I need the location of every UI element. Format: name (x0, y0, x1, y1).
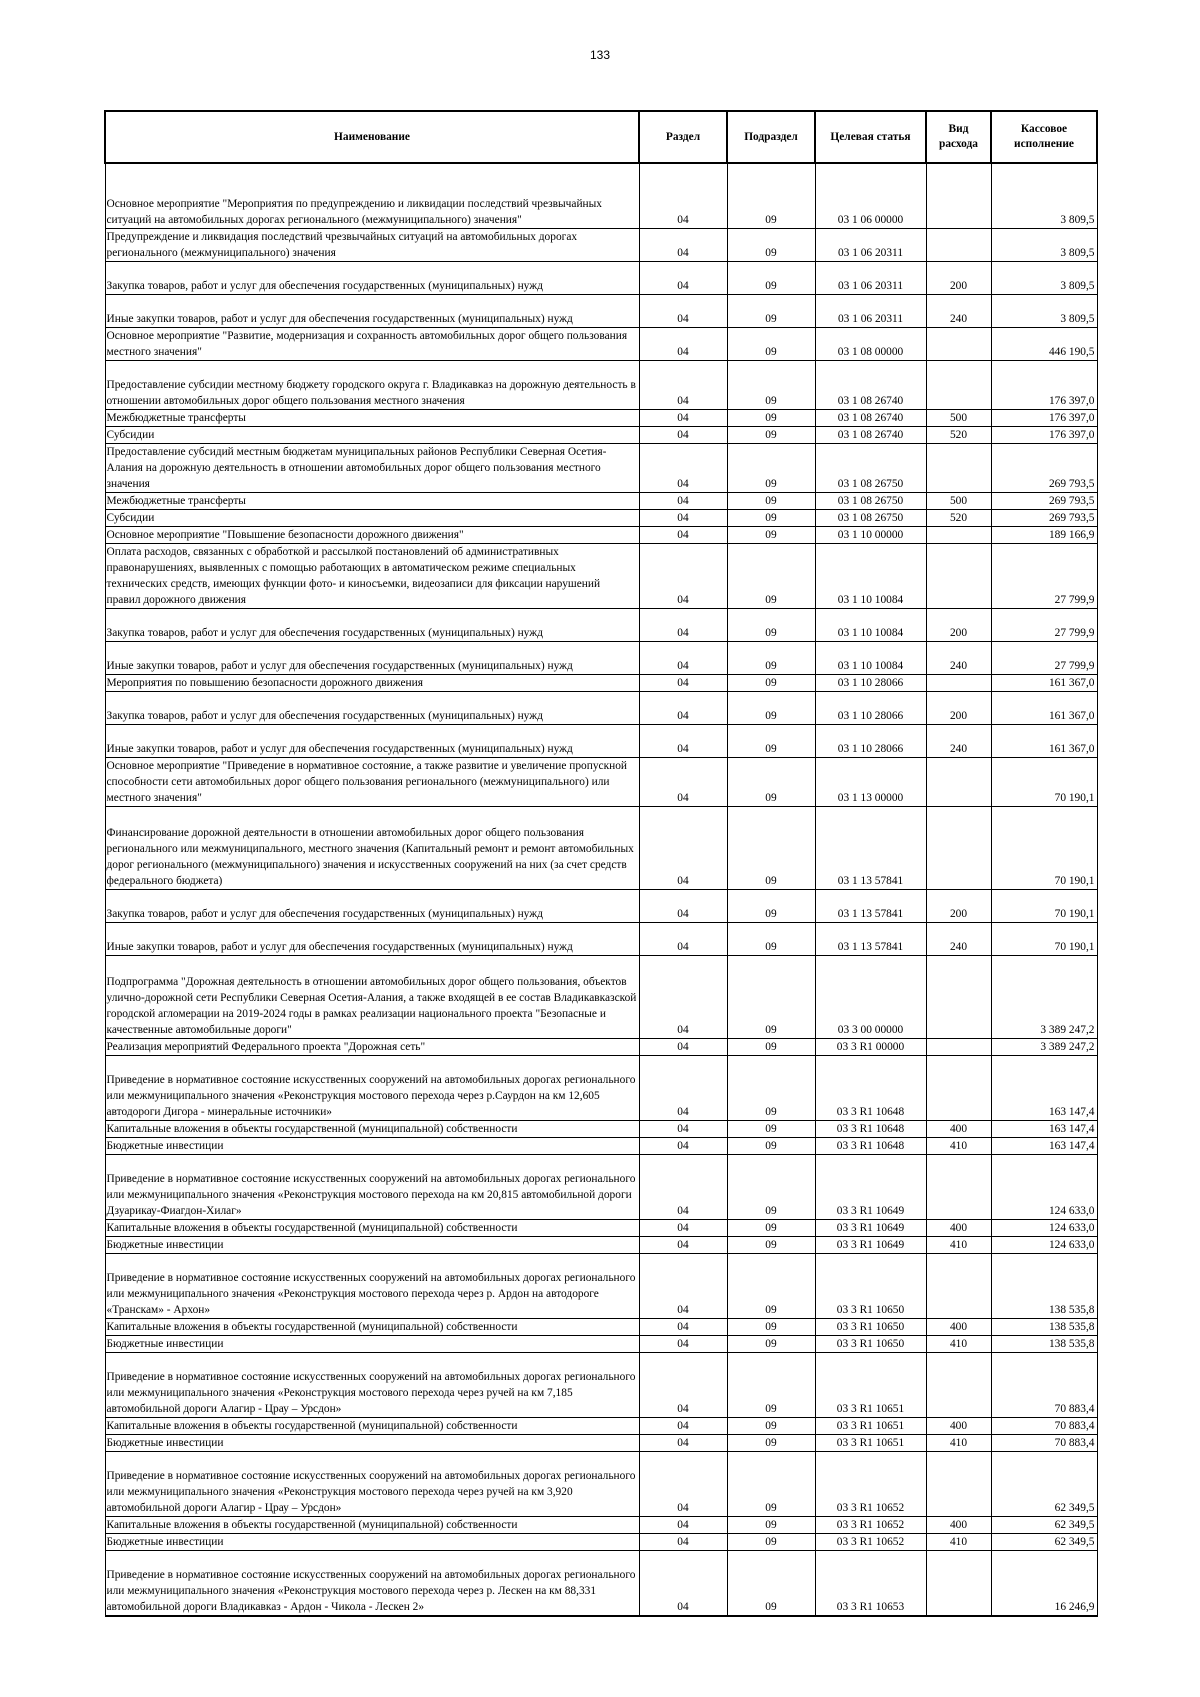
row-subsection: 09 (727, 1418, 815, 1435)
row-subsection: 09 (727, 1353, 815, 1418)
row-name: Бюджетные инвестиции (105, 1237, 639, 1254)
row-subsection: 09 (727, 1237, 815, 1254)
row-subsection: 09 (727, 361, 815, 410)
row-name: Приведение в нормативное состояние искусственных сооружений на автомобильных дорогах регионального или межмуниципального значения «Реконструкция мостового перехода через ручей на км 7,185 автомобильной дороги Алагир - Црау – Урсдон» (105, 1353, 639, 1418)
row-type: 240 (926, 642, 991, 675)
row-subsection: 09 (727, 427, 815, 444)
row-section: 04 (639, 229, 727, 262)
row-amount: 70 883,4 (991, 1418, 1097, 1435)
row-type: 520 (926, 427, 991, 444)
row-type (926, 361, 991, 410)
row-type: 520 (926, 510, 991, 527)
row-target: 03 1 10 28066 (815, 725, 926, 758)
row-name: Основное мероприятие "Развитие, модернизация и сохранность автомобильных дорог общего пользования местного значения" (105, 328, 639, 361)
row-section: 04 (639, 544, 727, 609)
row-section: 04 (639, 262, 727, 295)
row-target: 03 3 R1 00000 (815, 1039, 926, 1056)
row-name: Иные закупки товаров, работ и услуг для обеспечения государственных (муниципальных) нужд (105, 295, 639, 328)
row-amount: 70 190,1 (991, 758, 1097, 807)
table-row (105, 510, 1097, 527)
row-amount: 269 793,5 (991, 510, 1097, 527)
row-amount: 124 633,0 (991, 1220, 1097, 1237)
row-section: 04 (639, 1121, 727, 1138)
row-target: 03 3 R1 10651 (815, 1353, 926, 1418)
row-section: 04 (639, 361, 727, 410)
table-row (105, 410, 1097, 427)
page-number: 133 (589, 48, 611, 62)
row-target: 03 3 R1 10649 (815, 1155, 926, 1220)
row-section: 04 (639, 807, 727, 890)
row-subsection: 09 (727, 1336, 815, 1353)
row-type: 400 (926, 1220, 991, 1237)
row-amount: 70 883,4 (991, 1353, 1097, 1418)
row-name: Предоставление субсидии местному бюджету городского округа г. Владикавказ на дорожную деятельность в отношении автомобильных дорог общего пользования местного значения (105, 361, 639, 410)
header-section: Раздел (639, 111, 727, 163)
row-section: 04 (639, 890, 727, 923)
row-name: Подпрограмма "Дорожная деятельность в отношении автомобильных дорог общего пользования, объектов улично-дорожной сети Республики Северная Осетия-Алания, а также входящей в ее состав Владикавказской городской агломерации на 2019-2024 годы в рамках реализации национального проекта "Безопасные и качественные автомобильные дороги" (105, 956, 639, 1039)
row-section: 04 (639, 295, 727, 328)
row-subsection: 09 (727, 1220, 815, 1237)
row-subsection: 09 (727, 1517, 815, 1534)
table-row (105, 1435, 1097, 1452)
row-subsection: 09 (727, 262, 815, 295)
row-target: 03 3 R1 10652 (815, 1517, 926, 1534)
row-amount: 269 793,5 (991, 444, 1097, 493)
row-name: Капитальные вложения в объекты государственной (муниципальной) собственности (105, 1220, 639, 1237)
row-type (926, 1551, 991, 1617)
row-section: 04 (639, 1138, 727, 1155)
row-section: 04 (639, 1155, 727, 1220)
row-section: 04 (639, 1452, 727, 1517)
row-target: 03 3 R1 10653 (815, 1551, 926, 1617)
row-amount: 62 349,5 (991, 1517, 1097, 1534)
row-name: Реализация мероприятий Федерального проекта "Дорожная сеть" (105, 1039, 639, 1056)
row-amount: 138 535,8 (991, 1319, 1097, 1336)
row-name: Капитальные вложения в объекты государственной (муниципальной) собственности (105, 1418, 639, 1435)
row-type (926, 675, 991, 692)
header-expense-type: Вид расхода (926, 111, 991, 163)
row-amount: 163 147,4 (991, 1138, 1097, 1155)
row-subsection: 09 (727, 725, 815, 758)
table-header-row (105, 111, 1097, 163)
row-amount: 70 190,1 (991, 923, 1097, 956)
row-name: Предоставление субсидий местным бюджетам муниципальных районов Республики Северная Осетия-Алания на дорожную деятельность в отношении автомобильных дорог общего пользования местного значения (105, 444, 639, 493)
row-name: Межбюджетные трансферты (105, 410, 639, 427)
row-target: 03 1 06 00000 (815, 163, 926, 229)
row-subsection: 09 (727, 1155, 815, 1220)
row-name: Основное мероприятие "Повышение безопасности дорожного движения" (105, 527, 639, 544)
row-type: 200 (926, 890, 991, 923)
row-type: 400 (926, 1517, 991, 1534)
row-subsection: 09 (727, 758, 815, 807)
row-name: Предупреждение и ликвидация последствий чрезвычайных ситуаций на автомобильных дорогах регионального (межмуниципального) значения (105, 229, 639, 262)
row-target: 03 1 13 57841 (815, 807, 926, 890)
row-target: 03 3 R1 10649 (815, 1220, 926, 1237)
row-amount: 189 166,9 (991, 527, 1097, 544)
row-amount: 163 147,4 (991, 1056, 1097, 1121)
row-subsection: 09 (727, 410, 815, 427)
row-amount: 27 799,9 (991, 544, 1097, 609)
row-section: 04 (639, 1551, 727, 1617)
row-type: 200 (926, 692, 991, 725)
row-name: Иные закупки товаров, работ и услуг для обеспечения государственных (муниципальных) нужд (105, 725, 639, 758)
row-target: 03 3 R1 10652 (815, 1452, 926, 1517)
row-name: Закупка товаров, работ и услуг для обеспечения государственных (муниципальных) нужд (105, 890, 639, 923)
row-amount: 3 809,5 (991, 163, 1097, 229)
row-type: 240 (926, 725, 991, 758)
table-row (105, 956, 1097, 1039)
row-name: Закупка товаров, работ и услуг для обеспечения государственных (муниципальных) нужд (105, 692, 639, 725)
row-amount: 62 349,5 (991, 1452, 1097, 1517)
row-subsection: 09 (727, 692, 815, 725)
row-type (926, 807, 991, 890)
row-amount: 446 190,5 (991, 328, 1097, 361)
row-type: 200 (926, 609, 991, 642)
row-target: 03 1 08 00000 (815, 328, 926, 361)
row-subsection: 09 (727, 1452, 815, 1517)
row-section: 04 (639, 444, 727, 493)
header-subsection: Подраздел (727, 111, 815, 163)
row-name: Капитальные вложения в объекты государственной (муниципальной) собственности (105, 1121, 639, 1138)
table-row (105, 923, 1097, 956)
row-subsection: 09 (727, 527, 815, 544)
row-type: 410 (926, 1138, 991, 1155)
row-subsection: 09 (727, 544, 815, 609)
row-type (926, 1353, 991, 1418)
row-subsection: 09 (727, 609, 815, 642)
row-subsection: 09 (727, 163, 815, 229)
row-amount: 27 799,9 (991, 609, 1097, 642)
table-row (105, 1138, 1097, 1155)
table-row (105, 361, 1097, 410)
table-row (105, 1336, 1097, 1353)
row-target: 03 1 10 10084 (815, 609, 926, 642)
row-type: 400 (926, 1121, 991, 1138)
row-type (926, 1056, 991, 1121)
row-amount: 3 809,5 (991, 229, 1097, 262)
table-row (105, 262, 1097, 295)
row-subsection: 09 (727, 1319, 815, 1336)
row-section: 04 (639, 1435, 727, 1452)
row-subsection: 09 (727, 444, 815, 493)
table-row (105, 758, 1097, 807)
table-row (105, 1319, 1097, 1336)
row-target: 03 1 08 26750 (815, 493, 926, 510)
row-section: 04 (639, 758, 727, 807)
row-amount: 70 190,1 (991, 890, 1097, 923)
row-target: 03 1 08 26750 (815, 510, 926, 527)
row-type (926, 163, 991, 229)
row-amount: 176 397,0 (991, 361, 1097, 410)
row-name: Иные закупки товаров, работ и услуг для обеспечения государственных (муниципальных) нужд (105, 642, 639, 675)
table-row (105, 1039, 1097, 1056)
row-name: Бюджетные инвестиции (105, 1435, 639, 1452)
row-target: 03 3 R1 10650 (815, 1319, 926, 1336)
row-target: 03 1 10 28066 (815, 692, 926, 725)
row-amount: 3 809,5 (991, 262, 1097, 295)
row-section: 04 (639, 675, 727, 692)
table-row (105, 229, 1097, 262)
row-amount: 3 389 247,2 (991, 1039, 1097, 1056)
row-type (926, 328, 991, 361)
row-section: 04 (639, 1534, 727, 1551)
table-row (105, 1534, 1097, 1551)
row-amount: 70 190,1 (991, 807, 1097, 890)
row-section: 04 (639, 1039, 727, 1056)
row-name: Капитальные вложения в объекты государственной (муниципальной) собственности (105, 1319, 639, 1336)
table-row (105, 1517, 1097, 1534)
row-type: 240 (926, 923, 991, 956)
table-row (105, 890, 1097, 923)
row-name: Закупка товаров, работ и услуг для обеспечения государственных (муниципальных) нужд (105, 262, 639, 295)
table-row (105, 295, 1097, 328)
row-amount: 138 535,8 (991, 1254, 1097, 1319)
row-subsection: 09 (727, 1551, 815, 1617)
row-section: 04 (639, 692, 727, 725)
row-name: Бюджетные инвестиции (105, 1336, 639, 1353)
row-subsection: 09 (727, 1039, 815, 1056)
row-name: Субсидии (105, 427, 639, 444)
table-row (105, 444, 1097, 493)
table-row (105, 1056, 1097, 1121)
row-name: Оплата расходов, связанных с обработкой и рассылкой постановлений об административных правонарушениях, выявленных с помощью работающих в автоматическом режиме специальных технических средств, имеющих функции фото- и киносъемки, видеозаписи для фиксации нарушений правил дорожного движения (105, 544, 639, 609)
row-type (926, 544, 991, 609)
table-row (105, 1121, 1097, 1138)
row-subsection: 09 (727, 1121, 815, 1138)
row-subsection: 09 (727, 1138, 815, 1155)
row-subsection: 09 (727, 1254, 815, 1319)
row-target: 03 1 08 26740 (815, 410, 926, 427)
row-name: Приведение в нормативное состояние искусственных сооружений на автомобильных дорогах регионального или межмуниципального значения «Реконструкция мостового перехода через ручей на км 3,920 автомобильной дороги Алагир - Црау – Урсдон» (105, 1452, 639, 1517)
row-amount: 62 349,5 (991, 1534, 1097, 1551)
row-target: 03 1 13 00000 (815, 758, 926, 807)
row-type: 200 (926, 262, 991, 295)
row-amount: 161 367,0 (991, 725, 1097, 758)
row-section: 04 (639, 427, 727, 444)
row-name: Бюджетные инвестиции (105, 1138, 639, 1155)
table-row (105, 1551, 1097, 1617)
row-name: Основное мероприятие "Приведение в нормативное состояние, а также развитие и увеличение пропускной способности сети автомобильных дорог общего пользования регионального (межмуниципального) или местного значения" (105, 758, 639, 807)
table-row (105, 1220, 1097, 1237)
row-subsection: 09 (727, 1435, 815, 1452)
row-amount: 3 809,5 (991, 295, 1097, 328)
row-name: Субсидии (105, 510, 639, 527)
row-type (926, 444, 991, 493)
row-target: 03 1 06 20311 (815, 262, 926, 295)
row-name: Межбюджетные трансферты (105, 493, 639, 510)
table-row (105, 642, 1097, 675)
row-target: 03 1 06 20311 (815, 295, 926, 328)
row-amount: 16 246,9 (991, 1551, 1097, 1617)
row-target: 03 1 13 57841 (815, 923, 926, 956)
row-amount: 27 799,9 (991, 642, 1097, 675)
row-subsection: 09 (727, 295, 815, 328)
row-name: Капитальные вложения в объекты государственной (муниципальной) собственности (105, 1517, 639, 1534)
row-target: 03 3 00 00000 (815, 956, 926, 1039)
row-section: 04 (639, 1319, 727, 1336)
row-type: 410 (926, 1435, 991, 1452)
row-target: 03 3 R1 10651 (815, 1418, 926, 1435)
table-row (105, 675, 1097, 692)
row-target: 03 3 R1 10649 (815, 1237, 926, 1254)
row-target: 03 1 10 10084 (815, 544, 926, 609)
row-type: 500 (926, 410, 991, 427)
row-subsection: 09 (727, 1534, 815, 1551)
table-row (105, 1155, 1097, 1220)
row-target: 03 1 08 26740 (815, 361, 926, 410)
table-row (105, 1353, 1097, 1418)
row-type: 410 (926, 1534, 991, 1551)
table-row (105, 725, 1097, 758)
row-subsection: 09 (727, 328, 815, 361)
table-row (105, 807, 1097, 890)
table-row (105, 427, 1097, 444)
row-section: 04 (639, 1237, 727, 1254)
row-section: 04 (639, 642, 727, 675)
row-amount: 70 883,4 (991, 1435, 1097, 1452)
row-name: Приведение в нормативное состояние искусственных сооружений на автомобильных дорогах регионального или межмуниципального значения «Реконструкция мостового перехода через р. Ардон на автодороге «Транскам» - Архон» (105, 1254, 639, 1319)
row-amount: 124 633,0 (991, 1155, 1097, 1220)
row-amount: 176 397,0 (991, 410, 1097, 427)
row-section: 04 (639, 493, 727, 510)
row-section: 04 (639, 609, 727, 642)
table-row (105, 1452, 1097, 1517)
row-section: 04 (639, 163, 727, 229)
row-target: 03 3 R1 10650 (815, 1254, 926, 1319)
row-section: 04 (639, 1220, 727, 1237)
table-row (105, 1237, 1097, 1254)
row-target: 03 3 R1 10652 (815, 1534, 926, 1551)
row-target: 03 3 R1 10648 (815, 1121, 926, 1138)
row-subsection: 09 (727, 956, 815, 1039)
row-section: 04 (639, 1418, 727, 1435)
row-target: 03 3 R1 10648 (815, 1056, 926, 1121)
table-row (105, 609, 1097, 642)
row-subsection: 09 (727, 923, 815, 956)
row-subsection: 09 (727, 510, 815, 527)
table-row (105, 1418, 1097, 1435)
row-section: 04 (639, 1336, 727, 1353)
row-subsection: 09 (727, 493, 815, 510)
row-name: Закупка товаров, работ и услуг для обеспечения государственных (муниципальных) нужд (105, 609, 639, 642)
row-name: Финансирование дорожной деятельности в отношении автомобильных дорог общего пользования регионального или межмуниципального, местного значения (Капитальный ремонт и ремонт автомобильных дорог регионального (межмуниципального) значения и искусственных сооружений на них (за счет средств федерального бюджета) (105, 807, 639, 890)
header-name: Наименование (105, 111, 639, 163)
row-name: Мероприятия по повышению безопасности дорожного движения (105, 675, 639, 692)
row-amount: 163 147,4 (991, 1121, 1097, 1138)
row-type (926, 1039, 991, 1056)
row-section: 04 (639, 1254, 727, 1319)
row-type (926, 229, 991, 262)
row-section: 04 (639, 1056, 727, 1121)
row-subsection: 09 (727, 642, 815, 675)
table-row (105, 527, 1097, 544)
header-target: Целевая статья (815, 111, 926, 163)
row-section: 04 (639, 527, 727, 544)
table-row (105, 692, 1097, 725)
table-row (105, 163, 1097, 229)
table-row (105, 1254, 1097, 1319)
row-amount: 161 367,0 (991, 675, 1097, 692)
row-type: 400 (926, 1319, 991, 1336)
row-subsection: 09 (727, 890, 815, 923)
row-type: 400 (926, 1418, 991, 1435)
row-target: 03 3 R1 10648 (815, 1138, 926, 1155)
row-amount: 176 397,0 (991, 427, 1097, 444)
row-name: Иные закупки товаров, работ и услуг для обеспечения государственных (муниципальных) нужд (105, 923, 639, 956)
row-type (926, 1155, 991, 1220)
row-subsection: 09 (727, 229, 815, 262)
row-target: 03 3 R1 10651 (815, 1435, 926, 1452)
row-type (926, 527, 991, 544)
row-type (926, 1452, 991, 1517)
row-type (926, 956, 991, 1039)
budget-execution-table (104, 110, 1098, 1617)
table-row (105, 544, 1097, 609)
row-section: 04 (639, 1517, 727, 1534)
row-target: 03 1 10 10084 (815, 642, 926, 675)
header-amount: Кассовое исполнение (991, 111, 1097, 163)
row-section: 04 (639, 510, 727, 527)
row-name: Приведение в нормативное состояние искусственных сооружений на автомобильных дорогах регионального или межмуниципального значения «Реконструкция мостового перехода через р.Саурдон на км 12,605 автодороги Дигора - минеральные источники» (105, 1056, 639, 1121)
row-section: 04 (639, 1353, 727, 1418)
row-section: 04 (639, 923, 727, 956)
row-target: 03 1 10 00000 (815, 527, 926, 544)
row-subsection: 09 (727, 807, 815, 890)
row-section: 04 (639, 410, 727, 427)
row-amount: 269 793,5 (991, 493, 1097, 510)
table-row (105, 328, 1097, 361)
row-amount: 138 535,8 (991, 1336, 1097, 1353)
row-name: Приведение в нормативное состояние искусственных сооружений на автомобильных дорогах регионального или межмуниципального значения «Реконструкция мостового перехода на км 20,815 автомобильной дороги Дзуарикау-Фиагдон-Хилаг» (105, 1155, 639, 1220)
row-type: 410 (926, 1237, 991, 1254)
row-section: 04 (639, 725, 727, 758)
row-name: Приведение в нормативное состояние искусственных сооружений на автомобильных дорогах регионального или межмуниципального значения «Реконструкция мостового перехода через р. Лескен на км 88,331 автомобильной дороги Владикавказ - Ардон - Чикола - Лескен 2» (105, 1551, 639, 1617)
row-subsection: 09 (727, 1056, 815, 1121)
row-type (926, 758, 991, 807)
row-amount: 3 389 247,2 (991, 956, 1097, 1039)
table-row (105, 493, 1097, 510)
row-target: 03 1 06 20311 (815, 229, 926, 262)
row-amount: 124 633,0 (991, 1237, 1097, 1254)
row-target: 03 1 10 28066 (815, 675, 926, 692)
row-target: 03 1 08 26750 (815, 444, 926, 493)
row-section: 04 (639, 328, 727, 361)
row-amount: 161 367,0 (991, 692, 1097, 725)
row-type: 500 (926, 493, 991, 510)
row-section: 04 (639, 956, 727, 1039)
row-type: 410 (926, 1336, 991, 1353)
row-type: 240 (926, 295, 991, 328)
row-target: 03 1 08 26740 (815, 427, 926, 444)
row-subsection: 09 (727, 675, 815, 692)
row-target: 03 1 13 57841 (815, 890, 926, 923)
row-target: 03 3 R1 10650 (815, 1336, 926, 1353)
row-name: Бюджетные инвестиции (105, 1534, 639, 1551)
row-type (926, 1254, 991, 1319)
row-name: Основное мероприятие "Мероприятия по предупреждению и ликвидации последствий чрезвычайных ситуаций на автомобильных дорогах регионального (межмуниципального) значения" (105, 163, 639, 229)
